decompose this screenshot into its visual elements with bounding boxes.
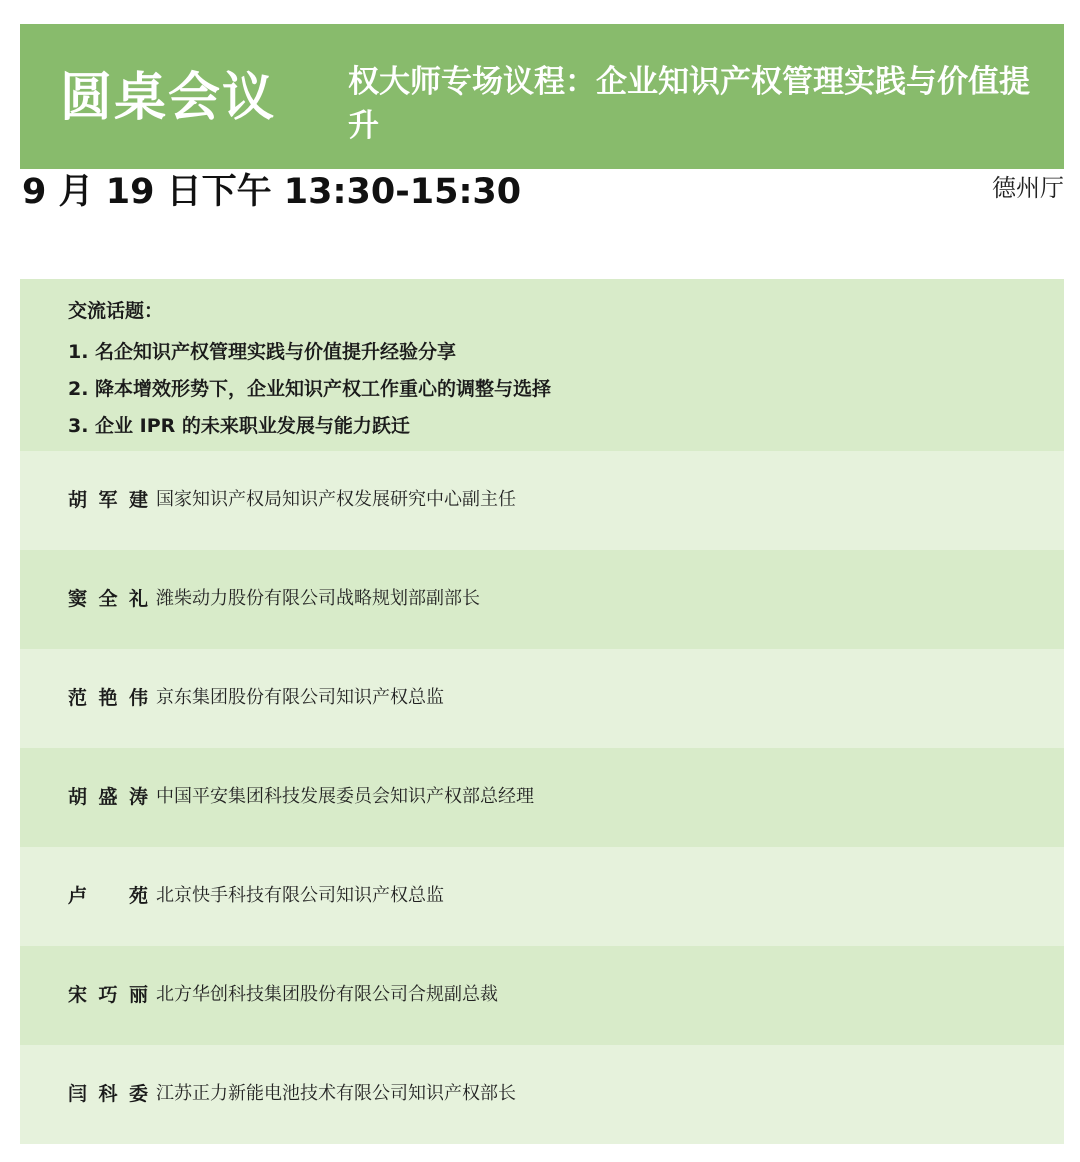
speaker-row — [20, 451, 1064, 550]
speaker-title: 中国平安集团科技发展委员会知识产权部总经理 — [156, 786, 534, 807]
session-type-label: 圆桌会议 — [60, 68, 277, 128]
speaker-title: 江苏正力新能电池技术有限公司知识产权部长 — [156, 1083, 516, 1104]
topics-list — [68, 334, 551, 445]
speaker-name: 宋巧丽 — [68, 984, 148, 1006]
topics-heading: 交流话题： — [68, 300, 164, 322]
session-title: 权大师专场议程：企业知识产权管理实践与价值提升 — [348, 64, 1030, 144]
session-datetime: 9 月 19 日下午 13:30-15:30 — [22, 172, 522, 212]
speaker-row — [20, 550, 1064, 649]
speaker-title: 国家知识产权局知识产权发展研究中心副主任 — [156, 489, 516, 510]
topic-item: 1. 名企知识产权管理实践与价值提升经验分享 — [68, 341, 457, 363]
speaker-name: 窦全礼 — [68, 588, 148, 610]
topic-item: 2. 降本增效形势下，企业知识产权工作重心的调整与选择 — [68, 378, 552, 400]
session-venue: 德州厅 — [992, 174, 1064, 202]
speaker-name: 范艳伟 — [68, 687, 148, 709]
speaker-name: 闫科委 — [68, 1083, 148, 1105]
speaker-name: 卢苑 — [68, 885, 148, 907]
speaker-list — [20, 451, 1064, 1144]
speaker-name: 胡军建 — [68, 489, 148, 511]
speaker-row — [20, 946, 1064, 1045]
speaker-row — [20, 1045, 1064, 1144]
speaker-name: 胡盛涛 — [68, 786, 148, 808]
speaker-title: 北京快手科技有限公司知识产权总监 — [156, 885, 444, 906]
speaker-title: 北方华创科技集团股份有限公司合规副总裁 — [156, 984, 498, 1005]
speaker-row — [20, 847, 1064, 946]
topic-item: 3. 企业 IPR 的未来职业发展与能力跃迁 — [68, 415, 410, 437]
speaker-row — [20, 649, 1064, 748]
speaker-row — [20, 748, 1064, 847]
speaker-title: 潍柴动力股份有限公司战略规划部副部长 — [156, 588, 480, 609]
speaker-title: 京东集团股份有限公司知识产权总监 — [156, 687, 444, 708]
session-banner — [20, 24, 1064, 169]
topics-section — [20, 279, 1064, 451]
